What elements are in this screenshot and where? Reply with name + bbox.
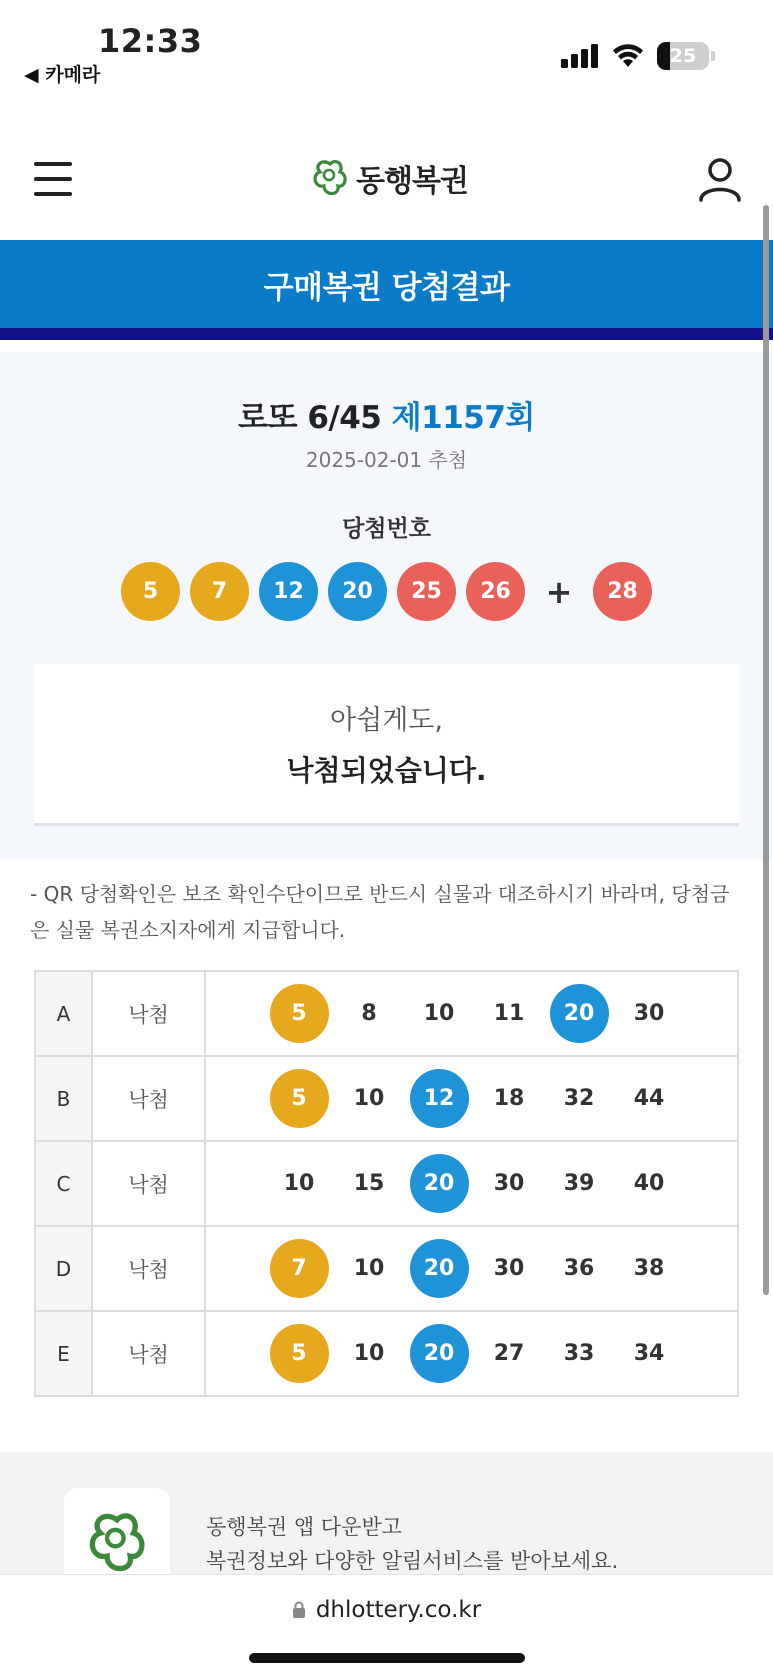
ticket-row — [35, 971, 738, 1056]
promo-line1: 동행복권 앱 다운받고 — [206, 1515, 402, 1539]
winning-ball: 26 — [466, 562, 525, 621]
matched-number-ball: 12 — [410, 1069, 469, 1128]
bonus-plus-sign: + — [545, 572, 573, 611]
ticket-row — [35, 1056, 738, 1141]
ticket-number: 15 — [353, 1171, 385, 1196]
promo-text — [206, 1510, 618, 1578]
promo-line2: 복권정보와 다양한 알림서비스를 받아보세요. — [206, 1549, 619, 1573]
draw-round: 제1157회 — [391, 400, 535, 436]
winning-ball: 25 — [397, 562, 456, 621]
game-result: 낙첨 — [92, 1226, 205, 1311]
winning-ball: 20 — [328, 562, 387, 621]
ticket-games-table — [34, 970, 739, 1397]
page-title-band — [0, 240, 773, 340]
ticket-number: 10 — [423, 1001, 455, 1026]
game-numbers — [205, 1056, 738, 1141]
ticket-number: 30 — [493, 1256, 525, 1281]
game-name: 로또 6/45 — [238, 400, 382, 436]
clover-logo-icon — [84, 1510, 150, 1576]
site-logo[interactable] — [310, 156, 468, 200]
result-message-line1: 아쉽게도, — [330, 705, 443, 736]
menu-icon[interactable] — [34, 162, 72, 196]
matched-number-ball: 20 — [550, 984, 609, 1043]
ticket-number: 10 — [353, 1341, 385, 1366]
home-indicator[interactable] — [249, 1653, 525, 1663]
matched-number-ball: 5 — [270, 984, 329, 1043]
winning-numbers — [0, 562, 773, 621]
app-header — [0, 130, 773, 240]
wifi-icon — [611, 43, 645, 69]
game-result: 낙첨 — [92, 1311, 205, 1396]
game-numbers — [205, 1141, 738, 1226]
draw-title — [0, 392, 773, 437]
ticket-number: 30 — [493, 1171, 525, 1196]
battery-level: 25 — [669, 45, 697, 67]
game-id: D — [35, 1226, 92, 1311]
status-bar — [0, 0, 773, 100]
game-id: B — [35, 1056, 92, 1141]
matched-number-ball: 5 — [270, 1069, 329, 1128]
bonus-ball: 28 — [593, 562, 652, 621]
ticket-number: 10 — [283, 1171, 315, 1196]
browser-address-bar[interactable] — [0, 1574, 773, 1676]
ticket-number: 30 — [633, 1001, 665, 1026]
ticket-number: 40 — [633, 1171, 665, 1196]
url-text: dhlottery.co.kr — [315, 1597, 482, 1623]
ticket-number: 38 — [633, 1256, 665, 1281]
winning-ball: 7 — [190, 562, 249, 621]
app-download-promo — [0, 1452, 773, 1582]
game-id: E — [35, 1311, 92, 1396]
ticket-number: 11 — [493, 1001, 525, 1026]
ticket-number: 39 — [563, 1171, 595, 1196]
battery-tip — [711, 51, 715, 61]
cellular-signal-icon — [561, 44, 599, 68]
winning-numbers-label: 당첨번호 — [342, 516, 431, 542]
status-indicators — [561, 42, 715, 70]
ticket-row — [35, 1141, 738, 1226]
game-numbers — [205, 1311, 738, 1396]
ticket-number: 34 — [633, 1341, 665, 1366]
page-scrollbar[interactable] — [763, 205, 769, 1295]
game-result: 낙첨 — [92, 1056, 205, 1141]
page-title: 구매복권 당첨결과 — [263, 269, 510, 306]
result-message-line2: 낙첨되었습니다. — [286, 754, 487, 787]
game-numbers — [205, 971, 738, 1056]
matched-number-ball: 20 — [410, 1154, 469, 1213]
matched-number-ball: 20 — [410, 1324, 469, 1383]
winning-ball: 5 — [121, 562, 180, 621]
matched-number-ball: 5 — [270, 1324, 329, 1383]
game-id: A — [35, 971, 92, 1056]
user-account-icon[interactable] — [697, 156, 743, 202]
ticket-number: 33 — [563, 1341, 595, 1366]
qr-notice: - QR 당첨확인은 보조 확인수단이므로 반드시 실물과 대조하시기 바라며, 당첨금은 실물 복권소지자에게 지급합니다. — [30, 882, 730, 942]
draw-result-section — [0, 352, 773, 860]
battery-fill — [657, 42, 670, 70]
logo-text: 동행복권 — [356, 164, 468, 199]
ticket-number: 10 — [353, 1086, 385, 1111]
ticket-row — [35, 1226, 738, 1311]
ticket-number: 44 — [633, 1086, 665, 1111]
back-to-app-link[interactable]: ◀ 카메라 — [24, 64, 101, 86]
clover-logo-icon — [310, 158, 350, 198]
battery-icon — [657, 42, 709, 70]
ticket-number: 10 — [353, 1256, 385, 1281]
ticket-row — [35, 1311, 738, 1396]
game-result: 낙첨 — [92, 1141, 205, 1226]
matched-number-ball: 7 — [270, 1239, 329, 1298]
lock-icon — [292, 1601, 306, 1619]
ticket-number: 27 — [493, 1341, 525, 1366]
address-display[interactable] — [0, 1597, 773, 1623]
game-id: C — [35, 1141, 92, 1226]
draw-date: 2025-02-01 추첨 — [305, 448, 468, 472]
matched-number-ball: 20 — [410, 1239, 469, 1298]
winning-ball: 12 — [259, 562, 318, 621]
game-numbers — [205, 1226, 738, 1311]
status-time: 12:33 — [98, 22, 203, 60]
ticket-number: 18 — [493, 1086, 525, 1111]
ticket-number: 32 — [563, 1086, 595, 1111]
result-message-card — [34, 664, 739, 826]
ticket-number: 36 — [563, 1256, 595, 1281]
game-result: 낙첨 — [92, 971, 205, 1056]
ticket-number: 8 — [361, 1001, 377, 1026]
